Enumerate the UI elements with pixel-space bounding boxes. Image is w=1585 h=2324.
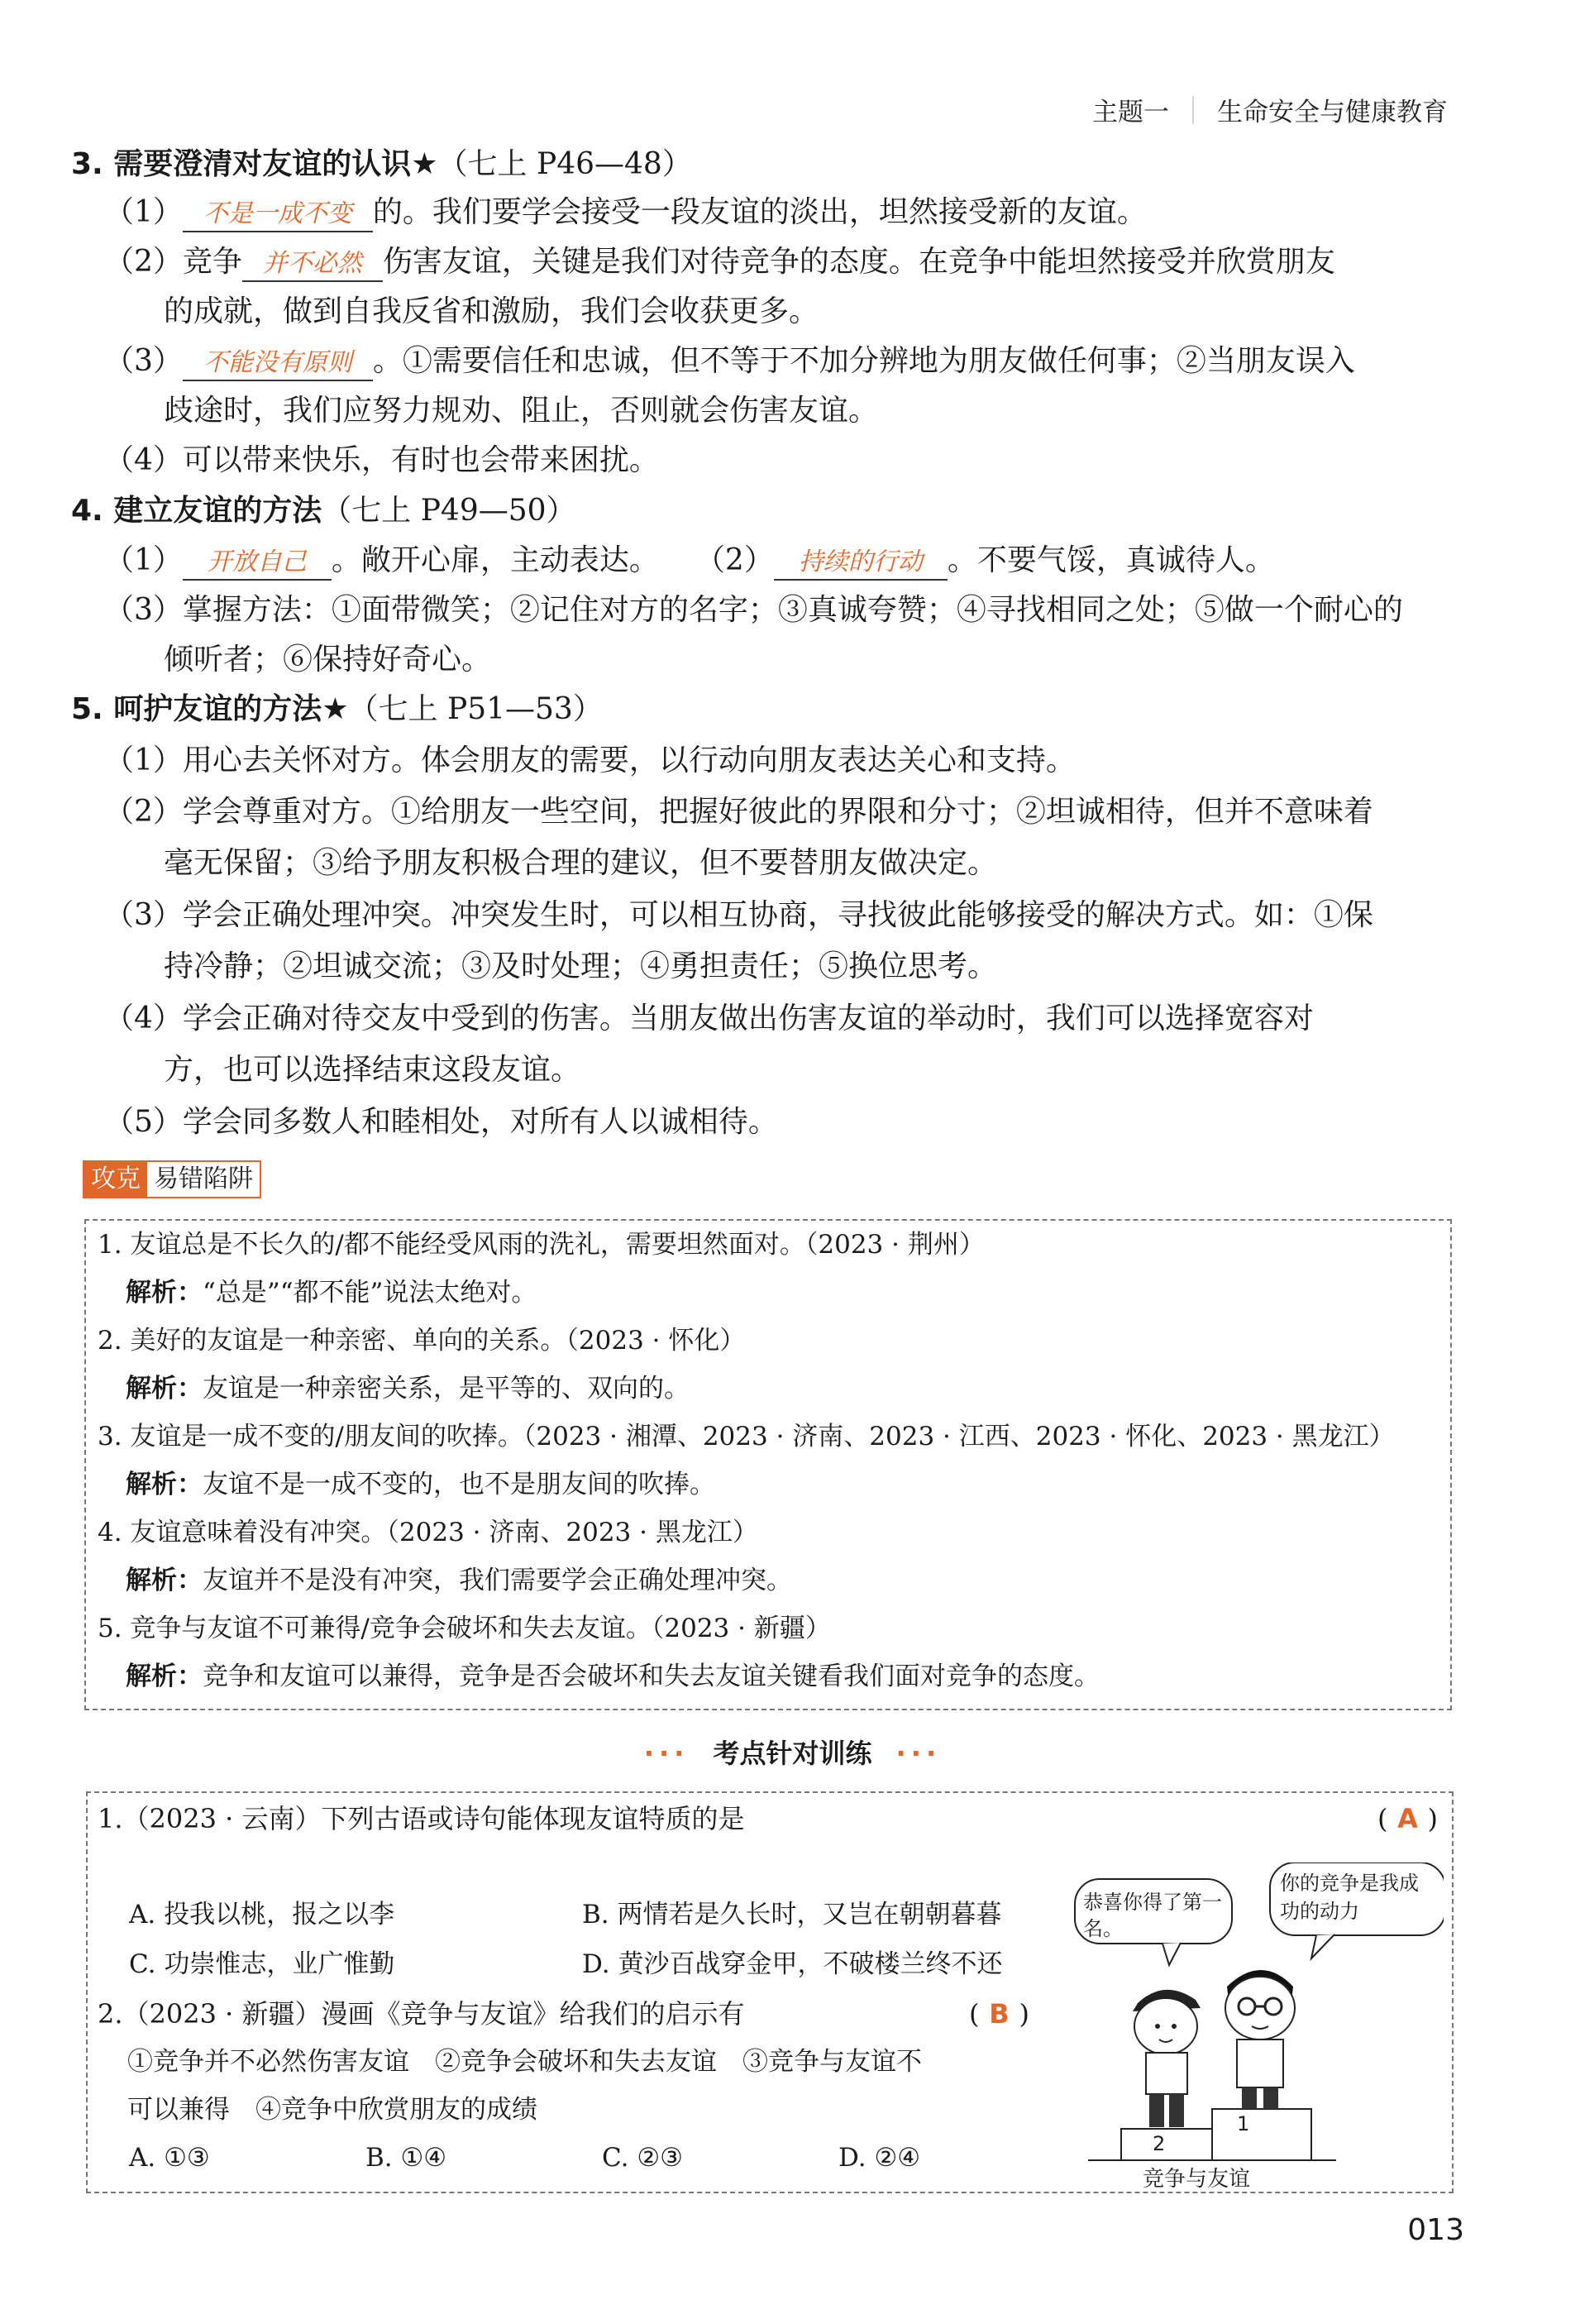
traps-box <box>84 1219 1452 1710</box>
option-a: A. 投我以桃，报之以李 <box>129 1900 395 1929</box>
answer-blank: 不能没有原则 <box>183 347 373 381</box>
question-2-options-line: ①竞争并不必然伤害友谊 ②竞争会破坏和失去友谊 ③竞争与友谊不 <box>127 2047 922 2077</box>
section-3-item-4: （4）可以带来快乐，有时也会带来困扰。 <box>104 443 659 477</box>
item-prefix: （2）竞争 <box>104 245 242 279</box>
section-4-heading <box>71 491 576 531</box>
analysis-label: 解析： <box>126 1374 203 1403</box>
trap-question: 1. 友谊总是不长久的/都不能经受风雨的洗礼，需要坦然面对。（2023 · 荆州） <box>98 1230 985 1260</box>
section-5-item-5: （5）学会同多数人和睦相处，对所有人以诚相待。 <box>104 1105 778 1139</box>
trap-question: 5. 竞争与友谊不可兼得/竞争会破坏和失去友谊。（2023 · 新疆） <box>98 1614 831 1643</box>
section-3-item-1 <box>104 193 1147 232</box>
section-3-source: （七上 P46—48） <box>437 147 692 181</box>
answer-blank: 并不必然 <box>242 247 383 282</box>
item-text: 。敞开心扉，主动表达。 <box>331 543 659 577</box>
dots-right: ··· <box>895 1738 942 1769</box>
section-5-item-3: （3）学会正确处理冲突。冲突发生时，可以相互协商，寻找彼此能够接受的解决方式。如：①保 <box>104 898 1373 932</box>
analysis-text: 友谊不是一成不变的，也不是朋友间的吹捧。 <box>203 1470 715 1499</box>
section-5-item-4-cont: 方，也可以选择结束这段友谊。 <box>164 1053 581 1087</box>
option-a: A. ①③ <box>129 2143 210 2173</box>
header-divider <box>1192 96 1194 124</box>
section-3-item-3-cont: 歧途时，我们应努力规劝、阻止，否则就会伤害友谊。 <box>164 394 879 428</box>
question-text: 2.（2023 · 新疆）漫画《竞争与友谊》给我们的启示有 <box>98 1998 745 2030</box>
answer-blank: 开放自己 <box>183 546 332 581</box>
item-text: 伤害友谊，关键是我们对待竞争的态度。在竞争中能坦然接受并欣赏朋友 <box>382 245 1335 279</box>
trap-question: 4. 友谊意味着没有冲突。（2023 · 济南、2023 · 黑龙江） <box>98 1518 758 1547</box>
analysis-text: 友谊是一种亲密关系，是平等的、双向的。 <box>203 1374 690 1403</box>
section-5-item-2-cont: 毫无保留；③给予朋友积极合理的建议，但不要替朋友做决定。 <box>164 846 998 880</box>
question-2-answer: ( B ) <box>969 1998 1029 2030</box>
header-subject: 生命安全与健康教育 <box>1217 98 1448 127</box>
section-5-item-2: （2）学会尊重对方。①给朋友一些空间，把握好彼此的界限和分寸；②坦诚相待，但并不意味着 <box>104 795 1373 829</box>
item-text: 的。我们要学会接受一段友谊的淡出，坦然接受新的友谊。 <box>372 195 1147 229</box>
trap-analysis <box>126 1371 690 1406</box>
traps-tag <box>83 1160 261 1198</box>
traps-tag-secondary: 易错陷阱 <box>147 1162 260 1197</box>
speech-bubble-right: 你的竞争是我成功的动力 <box>1280 1872 1419 1923</box>
section-3-item-2 <box>104 242 1335 282</box>
section-3-item-3 <box>104 342 1355 381</box>
answer-letter: A <box>1397 1803 1418 1834</box>
section-5-title: 5. 呵护友谊的方法★ <box>71 692 349 726</box>
trap-analysis <box>126 1659 1100 1694</box>
analysis-label: 解析： <box>126 1662 203 1691</box>
option-d: D. 黄沙百战穿金甲，不破楼兰终不还 <box>582 1949 1003 1979</box>
section-4-source: （七上 P49—50） <box>322 494 576 528</box>
question-2-stem <box>98 1996 745 2031</box>
option-b: B. ①④ <box>365 2143 447 2173</box>
training-box <box>86 1791 1454 2193</box>
option-c: C. ②③ <box>602 2143 683 2173</box>
answer-letter: B <box>989 1998 1010 2030</box>
podium-label-2: 2 <box>1153 2132 1166 2155</box>
answer-blank: 持续的行动 <box>774 546 948 581</box>
trap-question: 2. 美好的友谊是一种亲密、单向的关系。（2023 · 怀化） <box>98 1326 746 1356</box>
section-5-item-4: （4）学会正确对待交友中受到的伤害。当朋友做出伤害友谊的举动时，我们可以选择宽容对 <box>104 1002 1314 1035</box>
header-theme: 主题一 <box>1092 98 1169 127</box>
item-text: 。①需要信任和忠诚，但不等于不加分辨地为朋友做任何事；②当朋友误入 <box>372 344 1355 378</box>
option-d: D. ②④ <box>838 2143 921 2173</box>
analysis-text: 竞争和友谊可以兼得，竞争是否会破坏和失去友谊关键看我们面对竞争的态度。 <box>203 1662 1100 1691</box>
analysis-text: 友谊并不是没有冲突，我们需要学会正确处理冲突。 <box>203 1566 792 1595</box>
page-header <box>1092 91 1448 128</box>
trap-analysis <box>126 1275 537 1310</box>
training-title <box>0 1733 1585 1771</box>
option-c: C. 功崇惟志，业广惟勤 <box>129 1949 395 1979</box>
section-5-item-1: （1）用心去关怀对方。体会朋友的需要，以行动向朋友表达关心和支持。 <box>104 744 1076 777</box>
cartoon-competition-and-friendship <box>1072 1863 1444 2193</box>
podium-label-1: 1 <box>1237 2112 1250 2135</box>
item-prefix: （2） <box>695 543 774 577</box>
question-text: 1.（2023 · 云南）下列古语或诗句能体现友谊特质的是 <box>98 1803 745 1834</box>
speech-bubble-left: 恭喜你得了第一名。 <box>1083 1891 1222 1940</box>
answer-blank: 不是一成不变 <box>183 198 373 232</box>
dots-left: ··· <box>643 1738 690 1769</box>
question-1-answer: ( A ) <box>1377 1803 1438 1834</box>
trap-analysis <box>126 1467 715 1502</box>
section-5-item-3-cont: 持冷静；②坦诚交流；③及时处理；④勇担责任；⑤换位思考。 <box>164 949 998 983</box>
section-4-item-3: （3）掌握方法：①面带微笑；②记住对方的名字；③真诚夸赞；④寻找相同之处；⑤做一个耐心的 <box>104 593 1403 627</box>
section-4-title: 4. 建立友谊的方法 <box>71 494 322 528</box>
analysis-label: 解析： <box>126 1470 203 1499</box>
training-title-text: 考点针对训练 <box>713 1738 872 1769</box>
section-4-items-1-2 <box>104 541 1275 581</box>
trap-question: 3. 友谊是一成不变的/朋友间的吹捧。（2023 · 湘潭、2023 · 济南、2023 · 江西、2023 · 怀化、2023 · 黑龙江） <box>98 1422 1395 1451</box>
item-prefix: （3） <box>104 344 183 378</box>
section-3-title: 3. 需要澄清对友谊的认识★ <box>71 147 438 181</box>
section-5-source: （七上 P51—53） <box>348 692 603 726</box>
analysis-label: 解析： <box>126 1566 203 1595</box>
analysis-text: “总是”“都不能”说法太绝对。 <box>203 1278 537 1308</box>
section-3-heading <box>71 145 692 184</box>
section-4-item-3-cont: 倾听者；⑥保持好奇心。 <box>164 643 492 677</box>
item-text: 。不要气馁，真诚待人。 <box>947 543 1275 577</box>
analysis-label: 解析： <box>126 1278 203 1308</box>
question-1-stem <box>98 1801 745 1836</box>
item-prefix: （1） <box>104 195 183 229</box>
trap-analysis <box>126 1563 792 1598</box>
page-number: 013 <box>1407 2213 1464 2247</box>
section-5-heading <box>71 690 603 729</box>
traps-tag-primary: 攻克 <box>84 1162 147 1197</box>
item-prefix: （1） <box>104 543 183 577</box>
option-b: B. 两情若是久长时，又岂在朝朝暮暮 <box>582 1900 1002 1929</box>
cartoon-caption: 竞争与友谊 <box>1143 2167 1251 2192</box>
question-2-options-line: 可以兼得 ④竞争中欣赏朋友的成绩 <box>127 2095 537 2125</box>
section-3-item-2-cont: 的成就，做到自我反省和激励，我们会收获更多。 <box>164 294 819 328</box>
